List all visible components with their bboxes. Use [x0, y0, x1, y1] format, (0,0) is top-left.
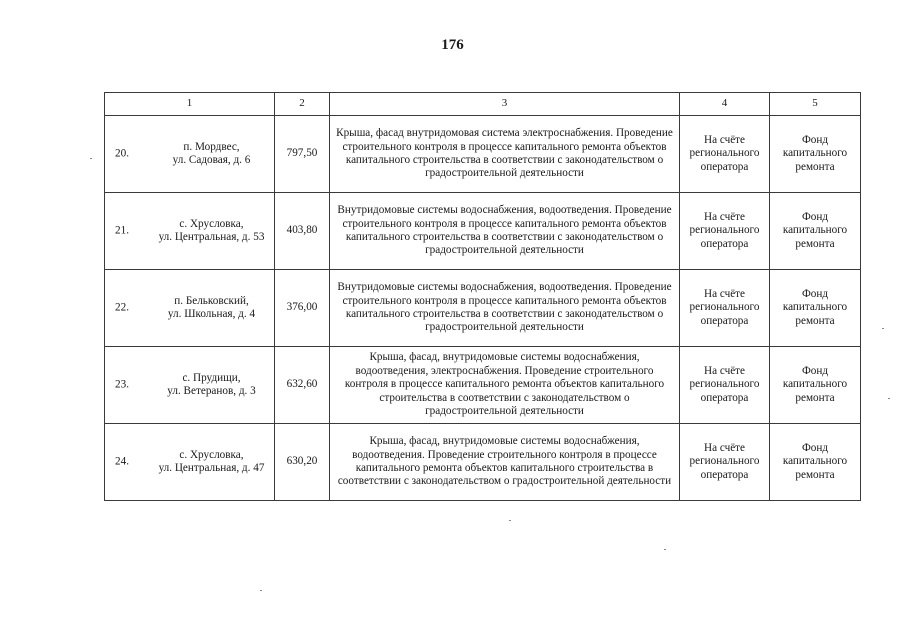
address-street: ул. Школьная, д. 4 — [167, 308, 256, 320]
column-header-3: 3 — [330, 93, 680, 116]
address-cell — [105, 270, 275, 347]
scan-speck — [664, 549, 666, 550]
table-row — [105, 347, 861, 424]
area-cell: 632,60 — [275, 347, 330, 424]
funding-source-cell: Фонд капитального ремонта — [770, 116, 861, 193]
column-header-4: 4 — [680, 93, 770, 116]
page-number: 176 — [441, 37, 464, 53]
row-index: 20. — [115, 147, 129, 160]
address-settlement: с. Прудищи, — [182, 371, 241, 384]
area-cell: 376,00 — [275, 270, 330, 347]
account-cell: На счёте регионального оператора — [680, 424, 770, 501]
table-row — [105, 424, 861, 501]
address-street: ул. Центральная, д. 53 — [158, 231, 265, 243]
column-header-2: 2 — [275, 93, 330, 116]
account-cell: На счёте регионального оператора — [680, 270, 770, 347]
work-description-cell: Крыша, фасад, внутридомовые системы водоснабжения, водоотведения, электроснабжения. Проведение строительного контроля в процессе капитального ремонта объектов капитального строительства в соответствии с законодательством о градостроительной деятельности — [330, 347, 680, 424]
table-row — [105, 270, 861, 347]
address-street: ул. Садовая, д. 6 — [172, 154, 251, 166]
column-header-1: 1 — [105, 93, 275, 116]
column-header-5: 5 — [770, 93, 861, 116]
work-description-cell: Крыша, фасад внутридомовая система электроснабжения. Проведение строительного контроля в процессе капитального ремонта объектов капитального строительства в соответствии с законодательством о градостроительной деятельности — [330, 116, 680, 193]
address-cell — [105, 116, 275, 193]
address-cell — [105, 424, 275, 501]
table-row — [105, 193, 861, 270]
scan-speck — [90, 158, 92, 159]
address-street: ул. Центральная, д. 47 — [158, 462, 265, 474]
work-description-cell: Внутридомовые системы водоснабжения, водоотведения. Проведение строительного контроля в процессе капитального ремонта объектов капитального строительства в соответствии с законодательством о градостроительной деятельности — [330, 193, 680, 270]
address-settlement: п. Бельковский, — [174, 294, 249, 307]
row-index: 24. — [115, 455, 129, 468]
table-header-row — [105, 93, 861, 116]
address-settlement: п. Мордвес, — [183, 140, 240, 153]
area-cell: 403,80 — [275, 193, 330, 270]
work-description-cell: Крыша, фасад, внутридомовые системы водоснабжения, водоотведения. Проведение строительного контроля в процессе капитального ремонта объектов капитального строительства в соответствии с законодательством о градостроительной деятельности — [330, 424, 680, 501]
account-cell: На счёте регионального оператора — [680, 347, 770, 424]
address-cell — [105, 193, 275, 270]
funding-source-cell: Фонд капитального ремонта — [770, 193, 861, 270]
area-cell: 797,50 — [275, 116, 330, 193]
scan-speck — [260, 590, 262, 591]
scan-speck — [509, 520, 511, 521]
address-settlement: с. Хрусловка, — [179, 448, 244, 461]
address-cell — [105, 347, 275, 424]
row-index: 23. — [115, 378, 129, 391]
repair-register-table — [104, 92, 861, 501]
table-row — [105, 116, 861, 193]
account-cell: На счёте регионального оператора — [680, 193, 770, 270]
funding-source-cell: Фонд капитального ремонта — [770, 347, 861, 424]
row-index: 21. — [115, 224, 129, 237]
area-cell: 630,20 — [275, 424, 330, 501]
funding-source-cell: Фонд капитального ремонта — [770, 270, 861, 347]
scan-speck — [888, 398, 890, 399]
funding-source-cell: Фонд капитального ремонта — [770, 424, 861, 501]
address-settlement: с. Хрусловка, — [179, 217, 244, 230]
account-cell: На счёте регионального оператора — [680, 116, 770, 193]
address-street: ул. Ветеранов, д. 3 — [167, 385, 256, 397]
work-description-cell: Внутридомовые системы водоснабжения, водоотведения. Проведение строительного контроля в процессе капитального ремонта объектов капитального строительства в соответствии с законодательством о градостроительной деятельности — [330, 270, 680, 347]
scan-speck — [882, 328, 884, 329]
row-index: 22. — [115, 301, 129, 314]
